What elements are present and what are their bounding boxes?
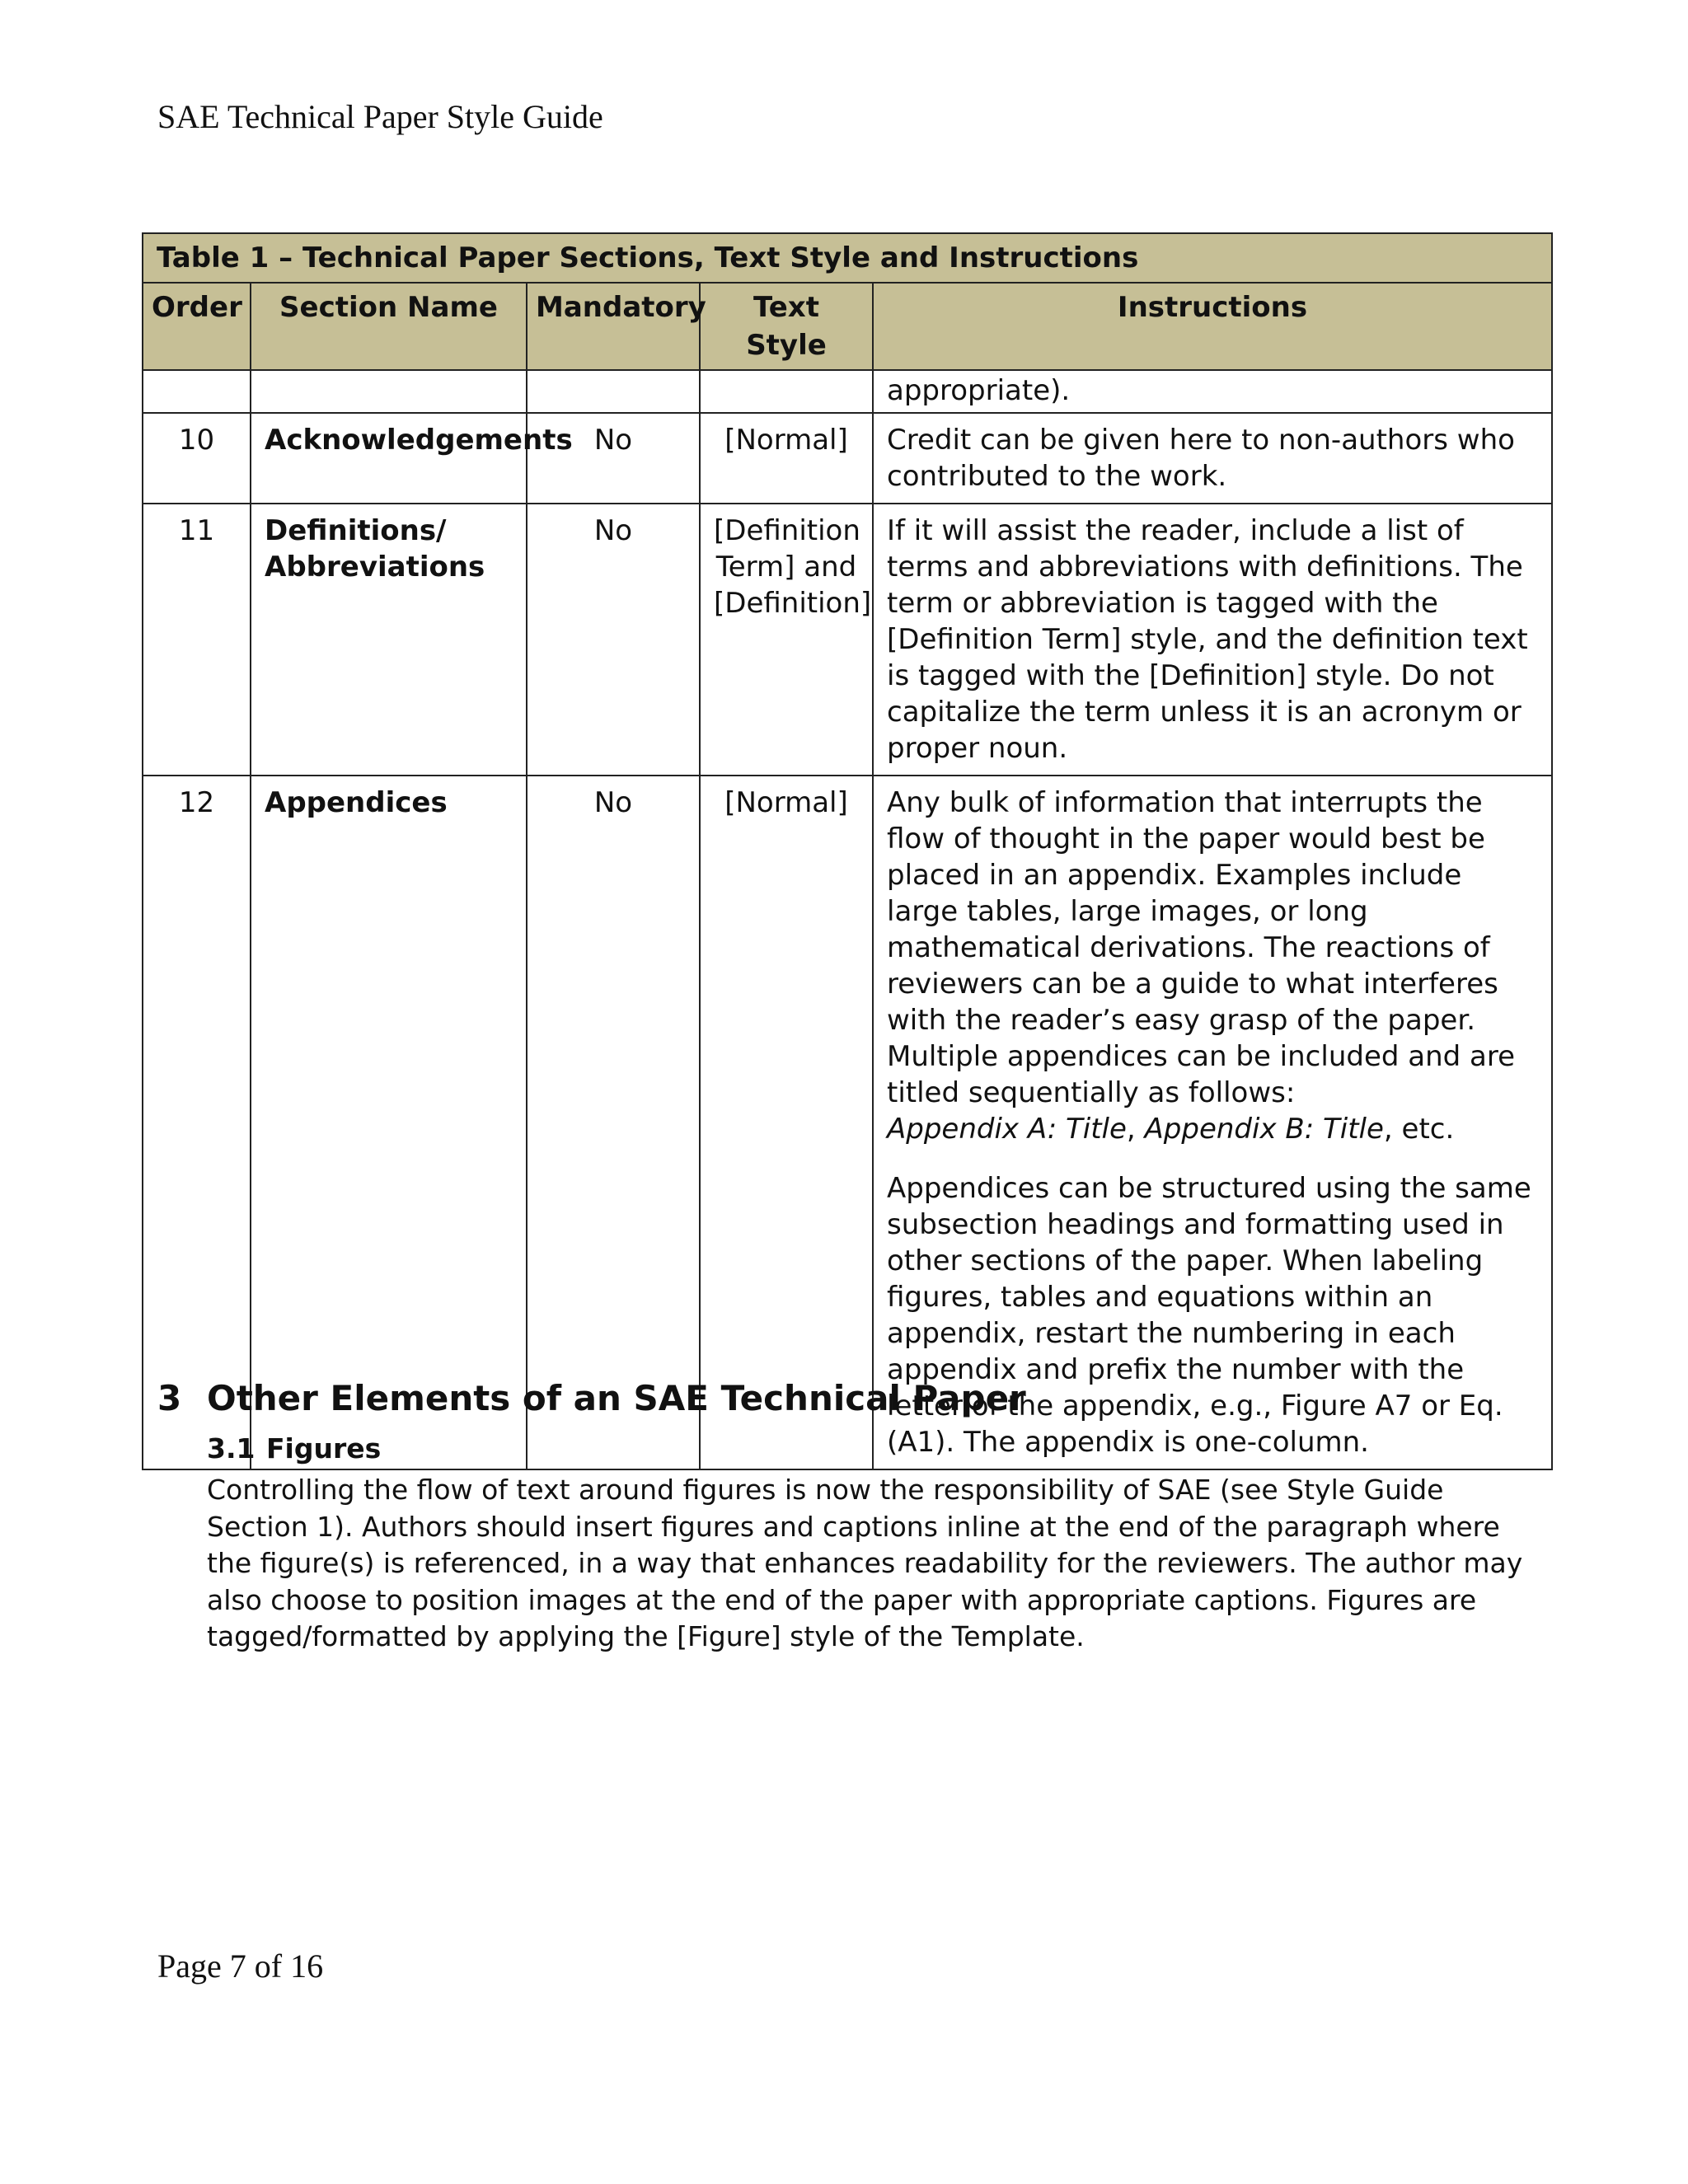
page-number: Page 7 of 16 (157, 1947, 324, 1985)
table-cell-section-name: Acknowledgements (251, 413, 527, 504)
section-title: Other Elements of an SAE Technical Paper (207, 1378, 1026, 1418)
running-header: SAE Technical Paper Style Guide (157, 98, 603, 135)
table-caption-row (143, 233, 1552, 283)
table-cell-text-style: [Definition Term] and [Definition] (700, 504, 873, 776)
subsection-heading (207, 1432, 381, 1465)
section-number: 3 (157, 1378, 182, 1418)
table-cell-instructions: Credit can be given here to non-authors who contributed to the work. (873, 413, 1552, 504)
appendix-a-example: Appendix A: Title (887, 1113, 1127, 1146)
table-row-continued (143, 370, 1552, 413)
column-header-instructions: Instructions (873, 283, 1552, 370)
column-header-mandatory: Mandatory (527, 283, 700, 370)
subsection-title: Figures (266, 1432, 382, 1465)
appendix-b-example: Appendix B: Title (1144, 1113, 1384, 1146)
table-cell-text-style: [Normal] (700, 413, 873, 504)
table-cell-empty (700, 370, 873, 413)
table-cell-section-name: Appendices (251, 776, 527, 1469)
table-cell-order: 10 (143, 413, 251, 504)
instructions-paragraph: Appendices can be structured using the same subsection headings and formatting used in other sections of the paper. When labeling figures, tables and equations within an appendix, restart the numbering in each appendix and prefix the number with the letter of the appendix, e.g., Figure A7 or Eq. (A1). The appendix is one-column. (887, 1172, 1531, 1459)
table-cell-instructions: If it will assist the reader, include a list of terms and abbreviations with definitions. The term or abbreviation is tagged with the [Definition Term] style, and the definition text is tagged with the [Definition] style. Do not capitalize the term unless it is an acronym or proper noun. (873, 504, 1552, 776)
table-cell-section-name: Definitions/ Abbreviations (251, 504, 527, 776)
instructions-paragraph: Any bulk of information that interrupts the flow of thought in the paper would best be placed in an appendix. Examples include large tables, large images, or long mathematical derivations. The reactions of reviewers can be a guide to what interferes with the reader’s easy grasp of the paper. Multiple appendices can be included and are titled sequentially as follows: (887, 786, 1516, 1109)
table-header-row (143, 283, 1552, 370)
table-caption: Table 1 – Technical Paper Sections, Text Style and Instructions (143, 233, 1552, 283)
table-cell-empty (143, 370, 251, 413)
section-heading (157, 1378, 1026, 1418)
table-cell-instructions (873, 776, 1552, 1469)
column-header-text-style: Text Style (700, 283, 873, 370)
table-row (143, 776, 1552, 1469)
body-paragraph: Controlling the flow of text around figures is now the responsibility of SAE (see Style Guide Section 1). Authors should insert figures and captions inline at the end of the paragraph where the figure(s) is referenced, in a way that enhances readability for the reviewers. The author may also choose to position images at the end of the paper with appropriate captions. Figures are tagged/formatted by applying the [Figure] style of the Template. (207, 1474, 1523, 1652)
column-header-section-name: Section Name (251, 283, 527, 370)
table-cell-mandatory: No (527, 413, 700, 504)
table-cell-mandatory: No (527, 504, 700, 776)
table-cell-text-style: [Normal] (700, 776, 873, 1469)
table-row (143, 504, 1552, 776)
table-cell-order: 11 (143, 504, 251, 776)
separator-text: , (1126, 1113, 1145, 1146)
subsection-number: 3.1 (207, 1432, 256, 1465)
table-row (143, 413, 1552, 504)
etc-text: , etc. (1383, 1113, 1455, 1146)
table-cell-instructions: appropriate). (873, 370, 1552, 413)
table-cell-order: 12 (143, 776, 251, 1469)
column-header-order: Order (143, 283, 251, 370)
sections-table (142, 232, 1553, 1470)
table-cell-empty (251, 370, 527, 413)
table-cell-empty (527, 370, 700, 413)
table-cell-mandatory: No (527, 776, 700, 1469)
